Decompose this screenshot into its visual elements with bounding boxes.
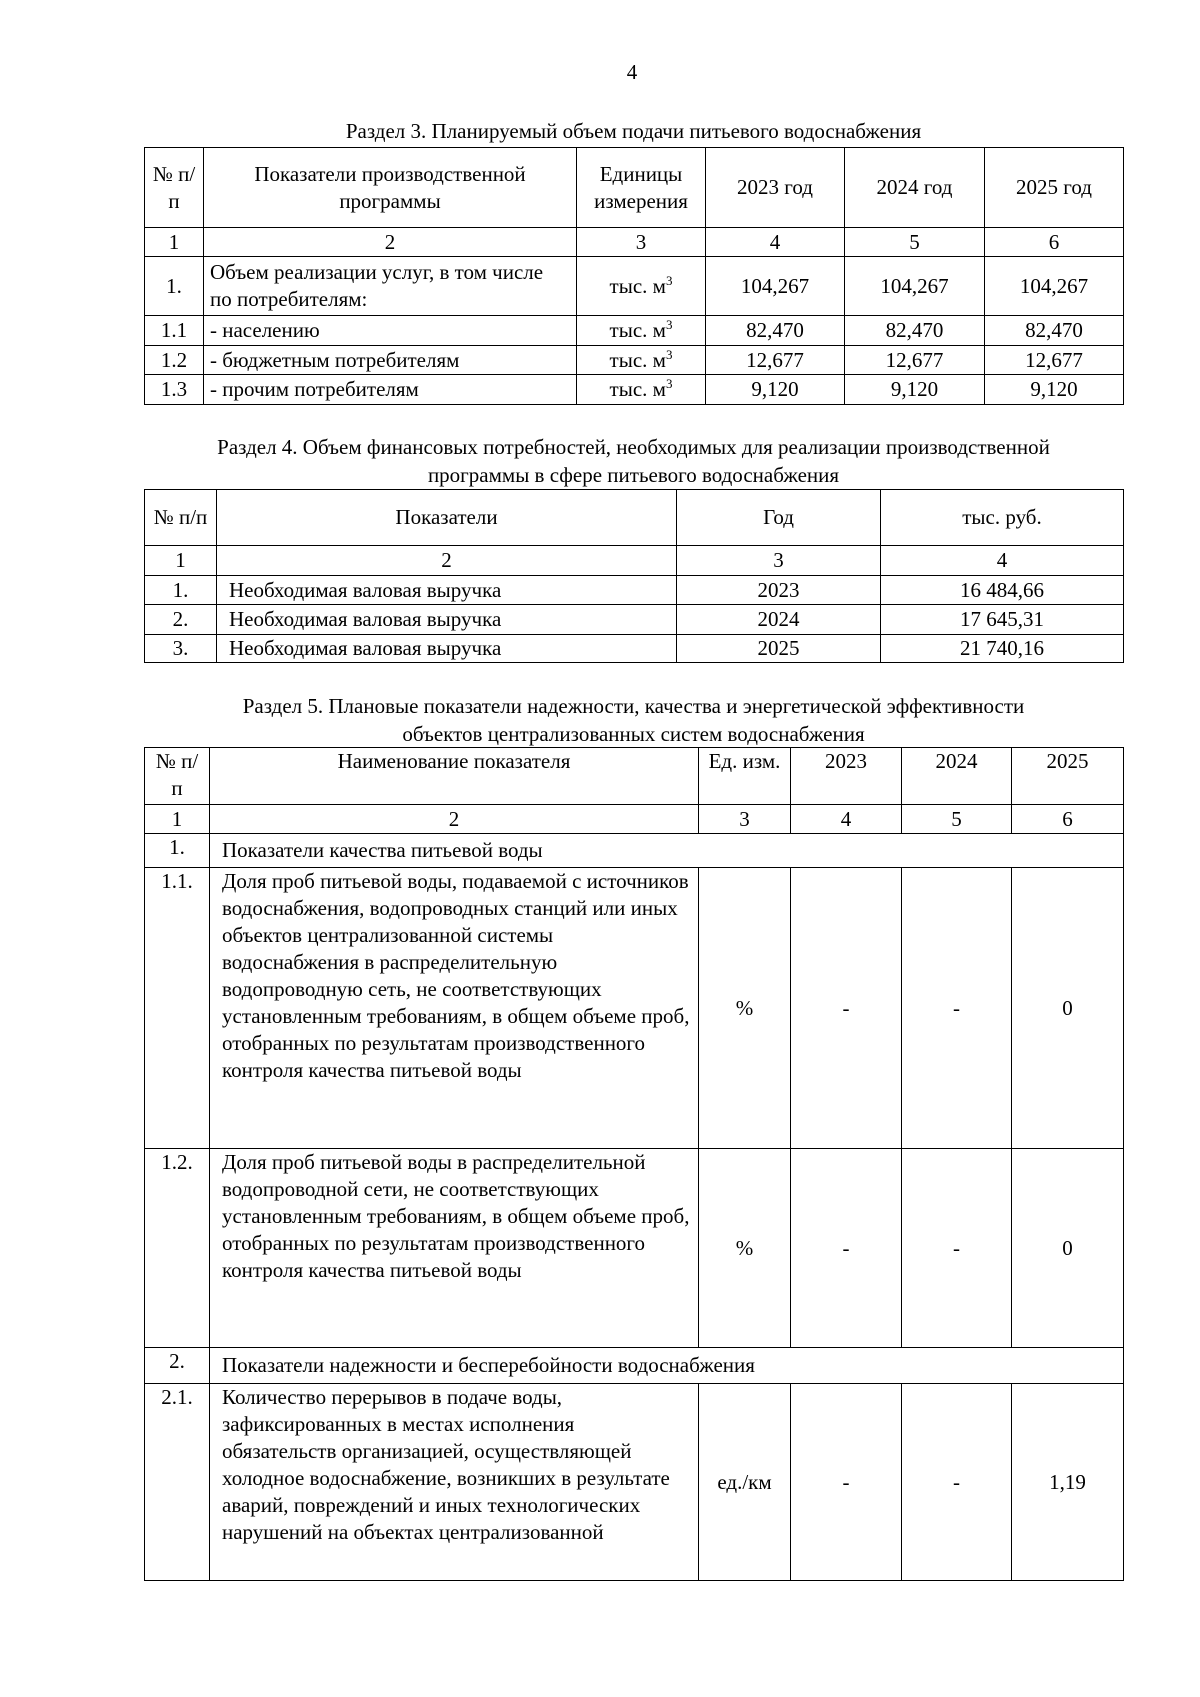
table-row <box>145 375 1124 405</box>
header-cell: Показатели <box>217 490 677 546</box>
header-cell: 2023 год <box>706 148 845 228</box>
row-year: 2025 <box>677 635 881 663</box>
row-value: 16 484,66 <box>881 576 1124 605</box>
section4-table <box>144 489 1124 663</box>
table-row <box>145 1149 1124 1348</box>
row-name: - прочим потребителям <box>204 375 577 405</box>
header-cell: Наименование показателя <box>210 748 699 805</box>
value-2025: 9,120 <box>985 375 1124 405</box>
value-2025: 12,677 <box>985 346 1124 375</box>
row-value: 21 740,16 <box>881 635 1124 663</box>
unit-text: тыс. м <box>609 318 666 342</box>
col-number: 4 <box>706 228 845 257</box>
col-number: 1 <box>145 805 210 834</box>
unit-sup: 3 <box>665 317 673 332</box>
row-number: 2. <box>145 605 217 635</box>
value-2025: 104,267 <box>985 257 1124 316</box>
value-2023: - <box>791 1149 902 1348</box>
table-row <box>145 257 1124 316</box>
group-name: Показатели качества питьевой воды <box>210 834 1124 868</box>
header-cell: 2025 год <box>985 148 1124 228</box>
unit-cell: % <box>699 1149 791 1348</box>
row-number: 1.3 <box>145 375 204 405</box>
header-cell: Ед. изм. <box>699 748 791 805</box>
column-number-row <box>145 546 1124 576</box>
row-name: Количество перерывов в подаче воды, зафиксированных в местах исполнения обязательств организацией, осуществляющей холодное водоснабжение, возникших в результате аварий, повреждений и иных технологических нарушений на объектах централизованной <box>210 1384 699 1581</box>
row-number: 1.1. <box>145 868 210 1149</box>
header-cell: 2025 <box>1012 748 1124 805</box>
section5-table <box>144 747 1124 1581</box>
unit-cell: % <box>699 868 791 1149</box>
page-number: 4 <box>626 60 638 84</box>
value-2023: 9,120 <box>706 375 845 405</box>
section4-title-line2: программы в сфере питьевого водоснабжения <box>427 463 840 487</box>
header-cell: Год <box>677 490 881 546</box>
value-2024: - <box>902 1149 1012 1348</box>
section3-title: Раздел 3. Планируемый объем подачи питьевого водоснабжения <box>345 119 922 143</box>
col-number: 1 <box>145 546 217 576</box>
table-row <box>145 605 1124 635</box>
table-row <box>145 346 1124 375</box>
row-number: 1. <box>145 257 204 316</box>
row-name: - населению <box>204 316 577 346</box>
column-number-row <box>145 805 1124 834</box>
value-2024: 12,677 <box>845 346 985 375</box>
row-name: Объем реализации услуг, в том числе по потребителям: <box>204 257 577 316</box>
header-cell: № п/п <box>145 148 204 228</box>
header-cell: 2024 год <box>845 148 985 228</box>
column-number-row <box>145 228 1124 257</box>
row-number: 1. <box>145 576 217 605</box>
unit-cell <box>577 375 706 405</box>
table-row <box>145 576 1124 605</box>
col-number: 2 <box>217 546 677 576</box>
row-number: 1.2 <box>145 346 204 375</box>
col-number: 5 <box>845 228 985 257</box>
col-number: 6 <box>1012 805 1124 834</box>
value-2023: - <box>791 1384 902 1581</box>
unit-cell <box>577 316 706 346</box>
group-name: Показатели надежности и бесперебойности водоснабжения <box>210 1348 1124 1384</box>
row-number: 2.1. <box>145 1384 210 1581</box>
group-row <box>145 834 1124 868</box>
row-name: Доля проб питьевой воды, подаваемой с источников водоснабжения, водопроводных станций или иных объектов централизованной системы водоснабжения в распределительную водопроводную сеть, не соответствующих установленным требованиям, в общем объеме проб, отобранных по результатам производственного контроля качества питьевой воды <box>210 868 699 1149</box>
row-year: 2023 <box>677 576 881 605</box>
table-row <box>145 635 1124 663</box>
value-2025: 1,19 <box>1012 1384 1124 1581</box>
value-2023: 82,470 <box>706 316 845 346</box>
value-2025: 82,470 <box>985 316 1124 346</box>
value-2025: 0 <box>1012 1149 1124 1348</box>
value-2024: 82,470 <box>845 316 985 346</box>
header-cell: тыс. руб. <box>881 490 1124 546</box>
col-number: 4 <box>791 805 902 834</box>
header-cell: № п/п <box>145 490 217 546</box>
value-2024: 104,267 <box>845 257 985 316</box>
unit-sup: 3 <box>665 272 673 288</box>
col-number: 3 <box>677 546 881 576</box>
col-number: 5 <box>902 805 1012 834</box>
section5-title <box>144 692 1123 748</box>
value-2023: 12,677 <box>706 346 845 375</box>
table-header-row <box>145 148 1124 228</box>
row-number: 1.2. <box>145 1149 210 1348</box>
row-value: 17 645,31 <box>881 605 1124 635</box>
table-row <box>145 316 1124 346</box>
section4-title-line1: Раздел 4. Объем финансовых потребностей, необходимых для реализации производственной <box>217 435 1050 459</box>
row-name: Доля проб питьевой воды в распределительной водопроводной сети, не соответствующих установленным требованиям, в общем объеме проб, отобранных по результатам производственного контроля качества питьевой воды <box>210 1149 699 1348</box>
row-number: 3. <box>145 635 217 663</box>
header-cell: 2023 <box>791 748 902 805</box>
header-cell: Единицы измерения <box>577 148 706 228</box>
row-year: 2024 <box>677 605 881 635</box>
col-number: 3 <box>699 805 791 834</box>
value-2024: - <box>902 1384 1012 1581</box>
unit-cell <box>577 346 706 375</box>
value-2023: 104,267 <box>706 257 845 316</box>
col-number: 2 <box>204 228 577 257</box>
row-name: Необходимая валовая выручка <box>217 576 677 605</box>
section5-title-line1: Раздел 5. Плановые показатели надежности, качества и энергетической эффективности <box>242 694 1025 718</box>
header-cell: 2024 <box>902 748 1012 805</box>
section4-title <box>144 433 1123 489</box>
value-2023: - <box>791 868 902 1149</box>
value-2024: - <box>902 868 1012 1149</box>
group-row <box>145 1348 1124 1384</box>
table-row <box>145 1384 1124 1581</box>
unit-text: тыс. м <box>609 377 666 401</box>
col-number: 1 <box>145 228 204 257</box>
row-name: Необходимая валовая выручка <box>217 635 677 663</box>
unit-cell: ед./км <box>699 1384 791 1581</box>
section3-table <box>144 147 1124 405</box>
row-name: Необходимая валовая выручка <box>217 605 677 635</box>
table-header-row <box>145 748 1124 805</box>
unit-cell <box>577 257 706 316</box>
row-number: 1.1 <box>145 316 204 346</box>
col-number: 3 <box>577 228 706 257</box>
header-cell: Показатели производственной программы <box>204 148 577 228</box>
unit-sup: 3 <box>665 376 673 391</box>
table-header-row <box>145 490 1124 546</box>
col-number: 6 <box>985 228 1124 257</box>
col-number: 4 <box>881 546 1124 576</box>
value-2024: 9,120 <box>845 375 985 405</box>
col-number: 2 <box>210 805 699 834</box>
value-2025: 0 <box>1012 868 1124 1149</box>
unit-text: тыс. м <box>609 347 666 372</box>
unit-sup: 3 <box>665 346 673 362</box>
row-number: 1. <box>145 834 210 868</box>
row-number: 2. <box>145 1348 210 1384</box>
table-row <box>145 868 1124 1149</box>
header-cell: № п/п <box>145 748 210 805</box>
section5-title-line2: объектов централизованных систем водоснабжения <box>402 722 865 746</box>
row-name: - бюджетным потребителям <box>204 346 577 375</box>
unit-text: тыс. м <box>609 273 666 298</box>
